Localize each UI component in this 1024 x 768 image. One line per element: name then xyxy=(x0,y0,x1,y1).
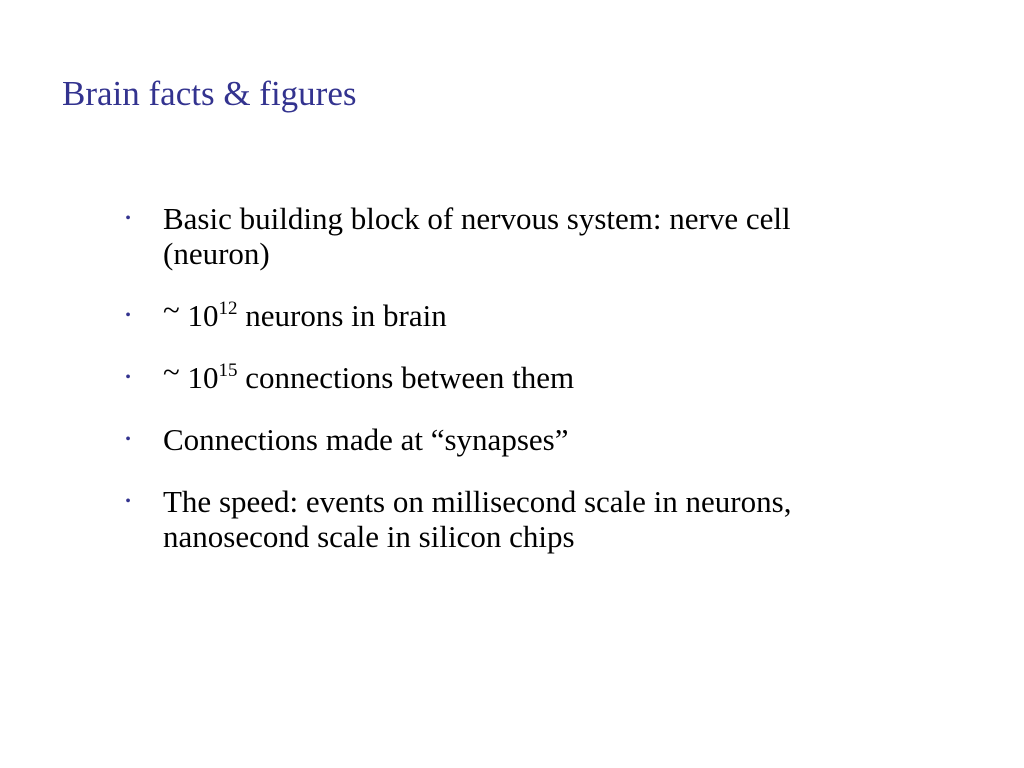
power-base: 10 xyxy=(187,360,219,395)
slide-title: Brain facts & figures xyxy=(62,74,357,113)
power-exponent: 12 xyxy=(218,298,238,319)
bullet-dot-icon: • xyxy=(125,307,131,324)
power-exponent: 15 xyxy=(218,360,238,381)
approx-tilde: ~ xyxy=(163,354,180,389)
bullet-dot-icon: • xyxy=(125,369,131,386)
bullet-item-building-block xyxy=(122,201,902,271)
bullet-item-speed xyxy=(122,484,902,554)
bullet-list xyxy=(122,201,902,581)
bullet-item-connection-count xyxy=(122,354,902,395)
bullet-text: Connections made at “synapses” xyxy=(163,422,569,457)
bullet-dot-icon: • xyxy=(125,493,131,510)
approx-tilde: ~ xyxy=(163,292,180,327)
power-base: 10 xyxy=(187,298,219,333)
bullet-item-synapses xyxy=(122,422,902,457)
bullet-dot-icon: • xyxy=(125,431,131,448)
bullet-text: neurons in brain xyxy=(245,298,447,333)
bullet-text: connections between them xyxy=(245,360,575,395)
bullet-text: The speed: events on millisecond scale in neurons, nanosecond scale in silicon chips xyxy=(163,484,792,554)
bullet-item-neuron-count xyxy=(122,292,902,333)
bullet-dot-icon: • xyxy=(125,210,131,227)
bullet-text: Basic building block of nervous system: nerve cell (neuron) xyxy=(163,201,791,271)
